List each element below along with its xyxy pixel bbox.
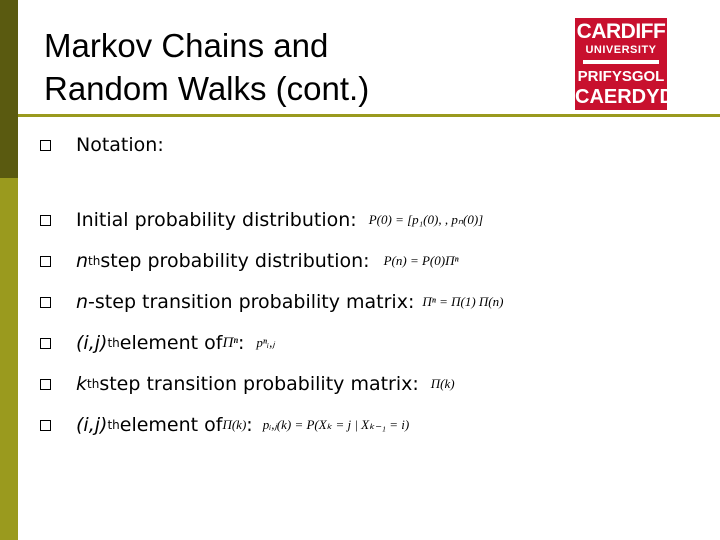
bullet-notation [40,133,700,157]
bullet-text: step probability distribution: [100,250,370,272]
title-line-1: Markov Chains and [44,27,329,64]
cardiff-university-logo [575,18,674,110]
logo-line-2: UNIVERSITY [585,44,657,56]
bullet-text: element of [119,332,223,354]
bullet-ij-element-kth: (i,j) th element of Π(k) : pᵢ,ⱼ(k) = P(Xₖ = j | Xₖ₋₁ = i) [40,413,700,437]
bullet-n-step-matrix [40,290,700,314]
bullet-box-icon [40,140,51,151]
bullet-text: Notation: [76,134,164,156]
bullet-prefix: (i,j) [76,414,108,436]
bullet-text: Initial probability distribution: [76,209,357,231]
title-line-2: Random Walks (cont.) [44,70,370,107]
logo-line-4: CAERDYD [575,86,674,108]
bullet-text: -step transition probability matrix: [88,291,415,313]
bullet-colon: : [238,332,245,354]
bullet-text: step transition probability matrix: [99,373,419,395]
formula-n-step-matrix: Πⁿ = Π(1) Π(n) [422,294,504,309]
formula-nth-step-distribution: P(n) = P(0)Πⁿ [383,253,459,268]
logo-separator [583,60,659,64]
slide-title [44,24,369,110]
bullet-initial-distribution [40,208,700,232]
formula-pi-k: Π(k) [430,376,455,391]
bullet-box-icon [40,297,51,308]
bullet-box-icon [40,338,51,349]
bullet-prefix: n [76,250,89,272]
bullet-text: element of [119,414,223,436]
bullet-box-icon [40,215,51,226]
sidebar-accent-dark [0,0,18,178]
bullet-prefix: k [76,373,88,395]
bullet-ij-element-n-step: (i,j) th element of Πⁿ : pⁿᵢ,ⱼ [40,331,700,355]
bullet-prefix: n [76,291,89,313]
formula-initial-distribution: P(0) = [p₁(0), , pₙ(0)] [368,212,484,227]
sidebar-accent [0,0,18,540]
bullet-box-icon [40,379,51,390]
bullet-colon: : [246,414,253,436]
bullet-kth-step-matrix: k th step transition probability matrix: Π(k) [40,372,700,396]
symbol-pi-k: Π(k) [222,417,247,432]
logo-line-3: PRIFYSGOL [577,68,665,85]
formula-pij-n: pⁿᵢ,ⱼ [256,335,275,350]
logo-line-1: CARDIFF [576,20,666,43]
bullet-prefix: (i,j) [76,332,108,354]
bullet-box-icon [40,420,51,431]
title-divider [18,114,720,117]
formula-pij-k: pᵢ,ⱼ(k) = P(Xₖ = j | Xₖ₋₁ = i) [262,417,410,432]
symbol-pi-n: Πⁿ [222,334,239,351]
bullet-box-icon [40,256,51,267]
bullet-nth-step-distribution: n th step probability distribution: P(n) = P(0)Πⁿ [40,249,700,273]
